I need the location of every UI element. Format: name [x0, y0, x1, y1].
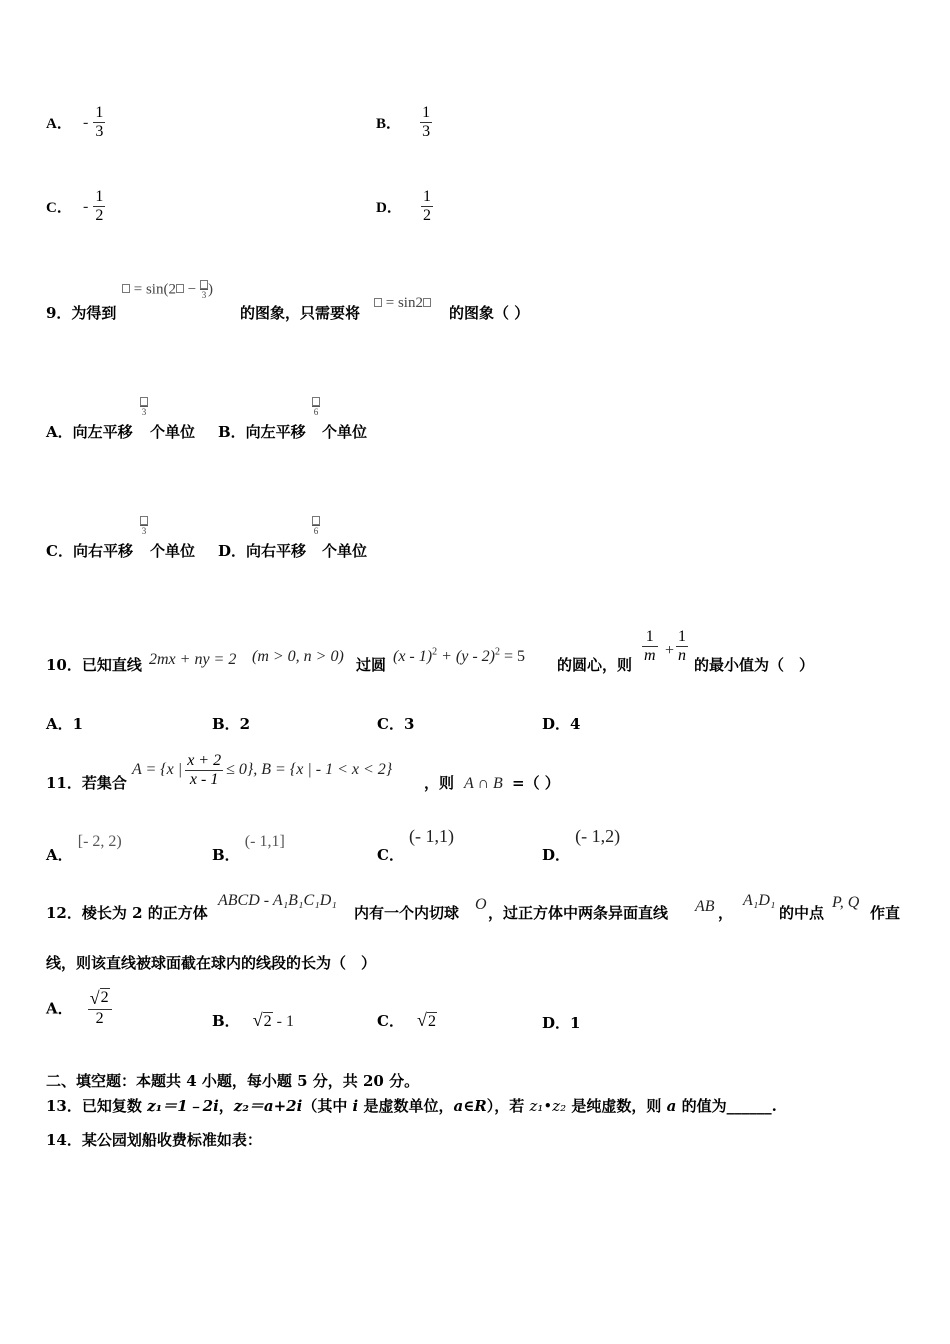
q8-option-c-label: C． [46, 200, 72, 216]
q8-option-a-fraction [93, 104, 105, 141]
q12-option-a-num: √ 2 [89, 988, 109, 1008]
q9-option-b-unit: 个单位 [322, 423, 368, 441]
q11-set-a-den: x - 1 [189, 770, 219, 788]
q9-option-b-frac [312, 397, 320, 417]
q11-prefix: 11．若集合 [46, 774, 127, 792]
q12-option-a-radicand: 2 [100, 989, 109, 1006]
q9-target-minus: − [183, 281, 197, 298]
q11-option-b-label: B． [212, 846, 240, 864]
q11-option-c-value: (- 1,1) [409, 826, 455, 846]
q10-fraction-1 [642, 628, 658, 665]
q10-frac1-num: 1 [645, 628, 654, 645]
q9-source-function [374, 295, 431, 312]
q11-option-b-value: (- 1,1] [244, 833, 285, 850]
q13-text-b: ， [218, 1097, 234, 1115]
q9-option-d-den: 6 [313, 526, 319, 536]
q11-set-b: , B = {x | - 1 < x < 2} [253, 761, 393, 778]
q10-option-b[interactable]: B．2 [212, 715, 251, 733]
q12-points: P, Q [832, 894, 860, 911]
q10-stem [46, 626, 926, 676]
q13-a-in-r: a∈R [453, 1097, 487, 1115]
q8-option-c-den: 2 [95, 207, 104, 224]
q12-mid2: ，过正方体中两条异面直线 [488, 904, 669, 922]
q11-option-a-label: A． [46, 846, 73, 864]
q12-option-d[interactable]: D．1 [542, 1014, 581, 1032]
q8-option-a-label: A． [46, 116, 72, 132]
q8-option-a-num: 1 [95, 104, 104, 121]
q10-after: 的圆心，则 [557, 656, 633, 674]
q9-number: 9．为得到 [46, 304, 117, 322]
q10-mid: 过圆 [356, 656, 387, 674]
q9-option-d-frac [312, 516, 320, 536]
q12-option-a-label: A． [46, 999, 73, 1018]
q9-target-placeholder-icon-2 [176, 284, 184, 293]
q13-i: i [352, 1097, 359, 1115]
q8-option-b-label: B． [376, 116, 402, 132]
q10-frac2-num: 1 [678, 628, 686, 645]
q8-option-b-num: 1 [422, 104, 431, 121]
q10-option-a[interactable]: A．1 [46, 715, 84, 733]
q10-line-equation: 2mx + ny = 2 [149, 651, 237, 668]
q13-text-e: ），若 [486, 1097, 530, 1115]
q12-cube: ABCD - A₁B₁C₁D₁ [218, 892, 337, 909]
q12-line1: AB [695, 898, 715, 915]
q9-option-a-unit: 个单位 [150, 423, 196, 441]
q13-z1: z₁＝1﹣2i [147, 1097, 219, 1115]
q11-option-a[interactable] [46, 830, 122, 864]
q8-option-b[interactable] [376, 104, 432, 141]
q12-mid1: 内有一个内切球 [354, 904, 460, 922]
q12-stem-line-1 [46, 890, 916, 924]
q11-set-a-num: x + 2 [187, 751, 222, 769]
q11-option-b[interactable] [212, 830, 285, 864]
q11-set-a-end: ≤ 0} [226, 761, 254, 778]
q8-option-b-den: 3 [422, 123, 431, 140]
q13-a: a [666, 1097, 677, 1115]
q12-option-c-sqrt: √ 2 [417, 1010, 436, 1030]
q10-prefix: 10．已知直线 [46, 656, 142, 674]
q12-stem-line-2: 线，则该直线被球面截在球内的线段的长为（ ） [46, 954, 377, 972]
q12-option-c[interactable] [377, 1010, 437, 1031]
q9-option-a-den: 3 [141, 407, 147, 417]
q10-frac2-den: n [678, 647, 686, 664]
q12-option-a[interactable] [46, 988, 112, 1028]
q9-options-row-2 [46, 514, 446, 564]
q13-text-c: （其中 [302, 1097, 353, 1115]
q9-source-text: = sin2 [385, 295, 423, 311]
q11-mid: ，则 [424, 774, 455, 792]
q11-option-d-value: (- 1,2) [575, 826, 621, 846]
q12-option-b-label: B． [212, 1012, 240, 1030]
q12-option-b-suffix: - 1 [272, 1013, 294, 1030]
q9-target-pi-frac [200, 280, 208, 300]
q12-option-c-radicand: 2 [427, 1013, 436, 1030]
q10-circle-b: + (y - 2) [437, 648, 495, 665]
q13-text-d: 是虚数单位， [358, 1097, 454, 1115]
q9-source-placeholder-icon-2 [423, 298, 431, 307]
q9-target-pi-icon [200, 280, 208, 289]
q10-tail: 的最小值为（ ） [694, 656, 815, 674]
q9-option-d-pi-icon [312, 516, 320, 525]
q9-option-a-frac [140, 397, 148, 417]
q9-option-a-pi-icon [140, 397, 148, 406]
q8-option-c[interactable] [46, 188, 105, 225]
q12-option-c-label: C． [377, 1012, 404, 1030]
q9-option-c-unit: 个单位 [150, 542, 196, 560]
q9-option-c-label: C．向右平移 [46, 542, 133, 560]
q11-set-a [132, 746, 392, 794]
q9-option-c-frac [140, 516, 148, 536]
q13-z2: z₂＝a+2i [233, 1097, 303, 1115]
q12-ball: O [475, 896, 487, 913]
q8-option-c-num: 1 [95, 188, 104, 205]
q12-option-a-den: 2 [95, 1010, 104, 1027]
q10-exp-1: 2 [432, 646, 438, 658]
q9-tail: 的图象（ ） [449, 304, 530, 322]
q10-circle-c: = 5 [499, 648, 526, 665]
q9-option-c-den: 3 [141, 526, 147, 536]
q8-option-d-label: D． [376, 200, 402, 216]
q10-condition: (m > 0, n > 0) [252, 648, 344, 665]
q10-circle-a: (x - 1) [393, 648, 433, 665]
q11-expression: A ∩ B [464, 775, 503, 792]
q9-target-close: ) [207, 281, 213, 298]
q13-text-f: 是纯虚数，则 [566, 1097, 667, 1115]
q9-option-c-pi-icon [140, 516, 148, 525]
q11-set-a-fraction [185, 752, 223, 789]
q11-tail: =（ ） [512, 774, 560, 792]
q9-option-b-label: B．向左平移 [218, 423, 306, 441]
q8-option-d-num: 1 [422, 188, 431, 205]
q9-option-b-pi-icon [312, 397, 320, 406]
q11-set-a-start: A = {x | [132, 761, 183, 778]
q11-stem [46, 746, 746, 796]
q11-option-a-value: [- 2, 2) [77, 833, 122, 850]
q13-stem [46, 1095, 777, 1116]
q9-option-d-label: D．向右平移 [218, 542, 307, 560]
q13-text-g: 的值为______. [676, 1097, 777, 1115]
q10-frac1-den: m [644, 647, 656, 664]
q12-option-b[interactable] [212, 1010, 294, 1031]
q9-target-placeholder-icon [122, 284, 130, 293]
section-2-title: 二、填空题：本题共 4 小题，每小题 5 分，共 20 分。 [46, 1072, 420, 1090]
q8-option-c-fraction [93, 188, 105, 225]
q9-target-text: = sin(2 [133, 281, 176, 298]
q8-option-a-sign: - [82, 113, 89, 131]
q12-mid3: 的中点 [779, 904, 825, 922]
q13-product: z₁•z₂ [529, 1097, 567, 1115]
q10-plus: + [665, 642, 675, 659]
q8-option-d-fraction [421, 188, 433, 225]
q8-option-d[interactable] [376, 188, 433, 225]
q9-option-b-den: 6 [313, 407, 319, 417]
q12-option-b-sqrt: √ 2 [252, 1010, 272, 1030]
q8-option-d-den: 2 [422, 207, 431, 224]
q12-option-b-radicand: 2 [263, 1013, 272, 1030]
q10-option-c[interactable]: C．3 [377, 715, 415, 733]
q9-option-a-label: A．向左平移 [46, 423, 133, 441]
q9-option-d-unit: 个单位 [322, 542, 368, 560]
q9-options-row-1 [46, 395, 446, 445]
q10-fraction-2 [676, 628, 688, 665]
q9-target-function [122, 280, 213, 300]
q12-option-a-fraction [88, 988, 112, 1028]
q8-option-c-sign: - [82, 197, 89, 215]
q8-option-b-fraction [420, 104, 432, 141]
q10-option-d[interactable]: D．4 [542, 715, 581, 733]
q11-option-c-label: C． [377, 846, 404, 864]
q9-mid-text: 的图象，只需要将 [240, 304, 361, 322]
q11-option-d-label: D． [542, 846, 571, 864]
q8-option-a[interactable] [46, 104, 105, 141]
q11-option-d[interactable] [542, 826, 621, 864]
q9-source-placeholder-icon [374, 298, 382, 307]
q9-target-den: 3 [201, 290, 207, 300]
q10-circle-equation [393, 646, 525, 666]
q12-line2: A₁D₁ [743, 892, 776, 909]
q12-comma: ， [718, 904, 734, 922]
q10-exp-2: 2 [494, 646, 500, 658]
q11-option-c[interactable] [377, 826, 455, 864]
q12-prefix: 12．棱长为 2 的正方体 [46, 904, 208, 922]
q12-tail: 作直 [870, 904, 901, 922]
q8-option-a-den: 3 [95, 123, 104, 140]
q13-text-a: 13．已知复数 [46, 1097, 148, 1115]
q14-stem: 14．某公园划船收费标准如表： [46, 1131, 262, 1149]
